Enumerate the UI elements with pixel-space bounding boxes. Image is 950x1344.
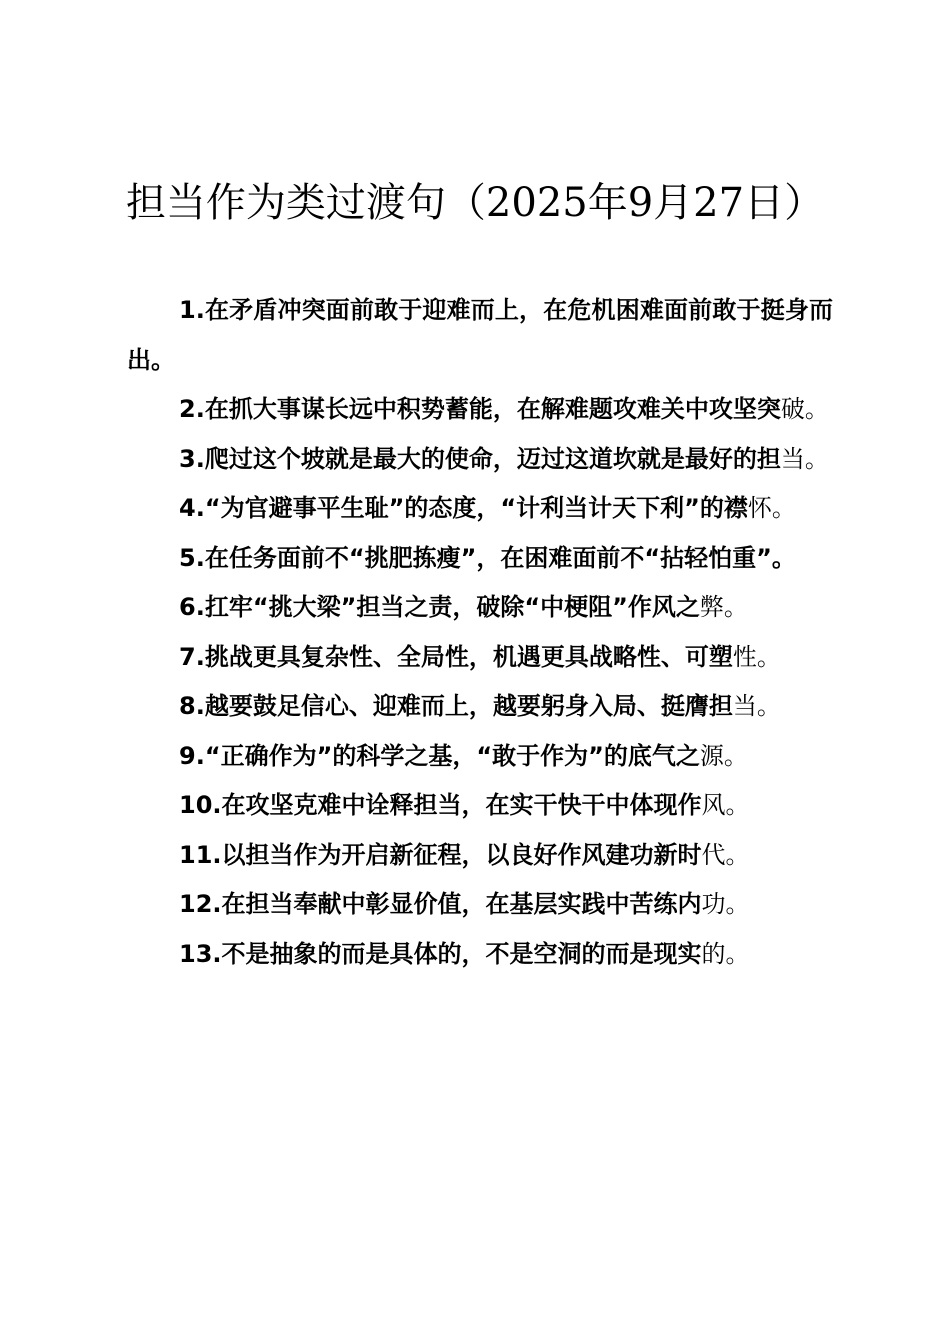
item-normal-text: 当。 (780, 444, 829, 473)
item-bold-text: 3.爬过这个坡就是最大的使命，迈过这道坎就是最好的担 (179, 444, 781, 473)
list-item (127, 633, 833, 683)
item-bold-text: 11.以担当作为开启新征程，以良好作风建功新时 (179, 840, 702, 869)
item-normal-text: 风。 (701, 791, 750, 819)
item-bold-text: 7.挑战更具复杂性、全局性，机遇更具战略性、可塑 (179, 642, 733, 671)
list-item (127, 583, 833, 633)
item-bold-text: 9.“正确作为”的科学之基，“敢于作为”的底气之 (179, 741, 700, 770)
item-bold-text: 1.在矛盾冲突面前敢于迎难而上，在危机困难面前敢于挺身而出。 (127, 296, 833, 374)
item-normal-text: 破。 (780, 395, 829, 423)
item-bold-text: 4.“为官避事平生耻”的态度，“计利当计天下利”的襟 (179, 494, 748, 522)
item-normal-text: 的。 (701, 939, 750, 968)
item-bold-text: 12.在担当奉献中彰显价值，在基层实践中苦练内 (179, 890, 702, 918)
list-item (127, 930, 833, 980)
list-item (127, 831, 833, 881)
item-normal-text: 怀。 (747, 494, 796, 522)
item-bold-text: 5.在任务面前不“挑肥拣瘦”，在困难面前不“拈轻怕重”。 (179, 543, 796, 572)
item-bold-text: 10.在攻坚克难中诠释担当，在实干快干中体现作 (179, 791, 702, 819)
item-bold-text: 6.扛牢“挑大梁”担当之责，破除“中梗阻”作风之 (179, 593, 700, 621)
document-body (127, 286, 833, 979)
item-normal-text: 弊。 (699, 593, 748, 621)
list-item (127, 880, 833, 930)
list-item (127, 682, 833, 732)
list-item (127, 385, 833, 435)
item-normal-text: 功。 (701, 890, 750, 918)
item-normal-text: 性。 (732, 642, 781, 671)
document-title: 担当作为类过渡句（2025年9月27日） (125, 180, 825, 226)
item-normal-text: 源。 (699, 741, 748, 770)
item-bold-text: 8.越要鼓足信心、迎难而上，越要躬身入局、挺膺担 (179, 692, 733, 720)
list-item (127, 781, 833, 831)
item-normal-text: 代。 (701, 840, 750, 869)
item-normal-text: 当。 (732, 692, 781, 720)
list-item (127, 435, 833, 485)
list-item (127, 534, 833, 584)
list-item (127, 286, 833, 385)
item-bold-text: 13.不是抽象的而是具体的，不是空洞的而是现实 (179, 939, 702, 968)
list-item (127, 732, 833, 782)
list-item (127, 484, 833, 534)
item-bold-text: 2.在抓大事谋长远中积势蓄能，在解难题攻难关中攻坚突 (179, 395, 781, 423)
